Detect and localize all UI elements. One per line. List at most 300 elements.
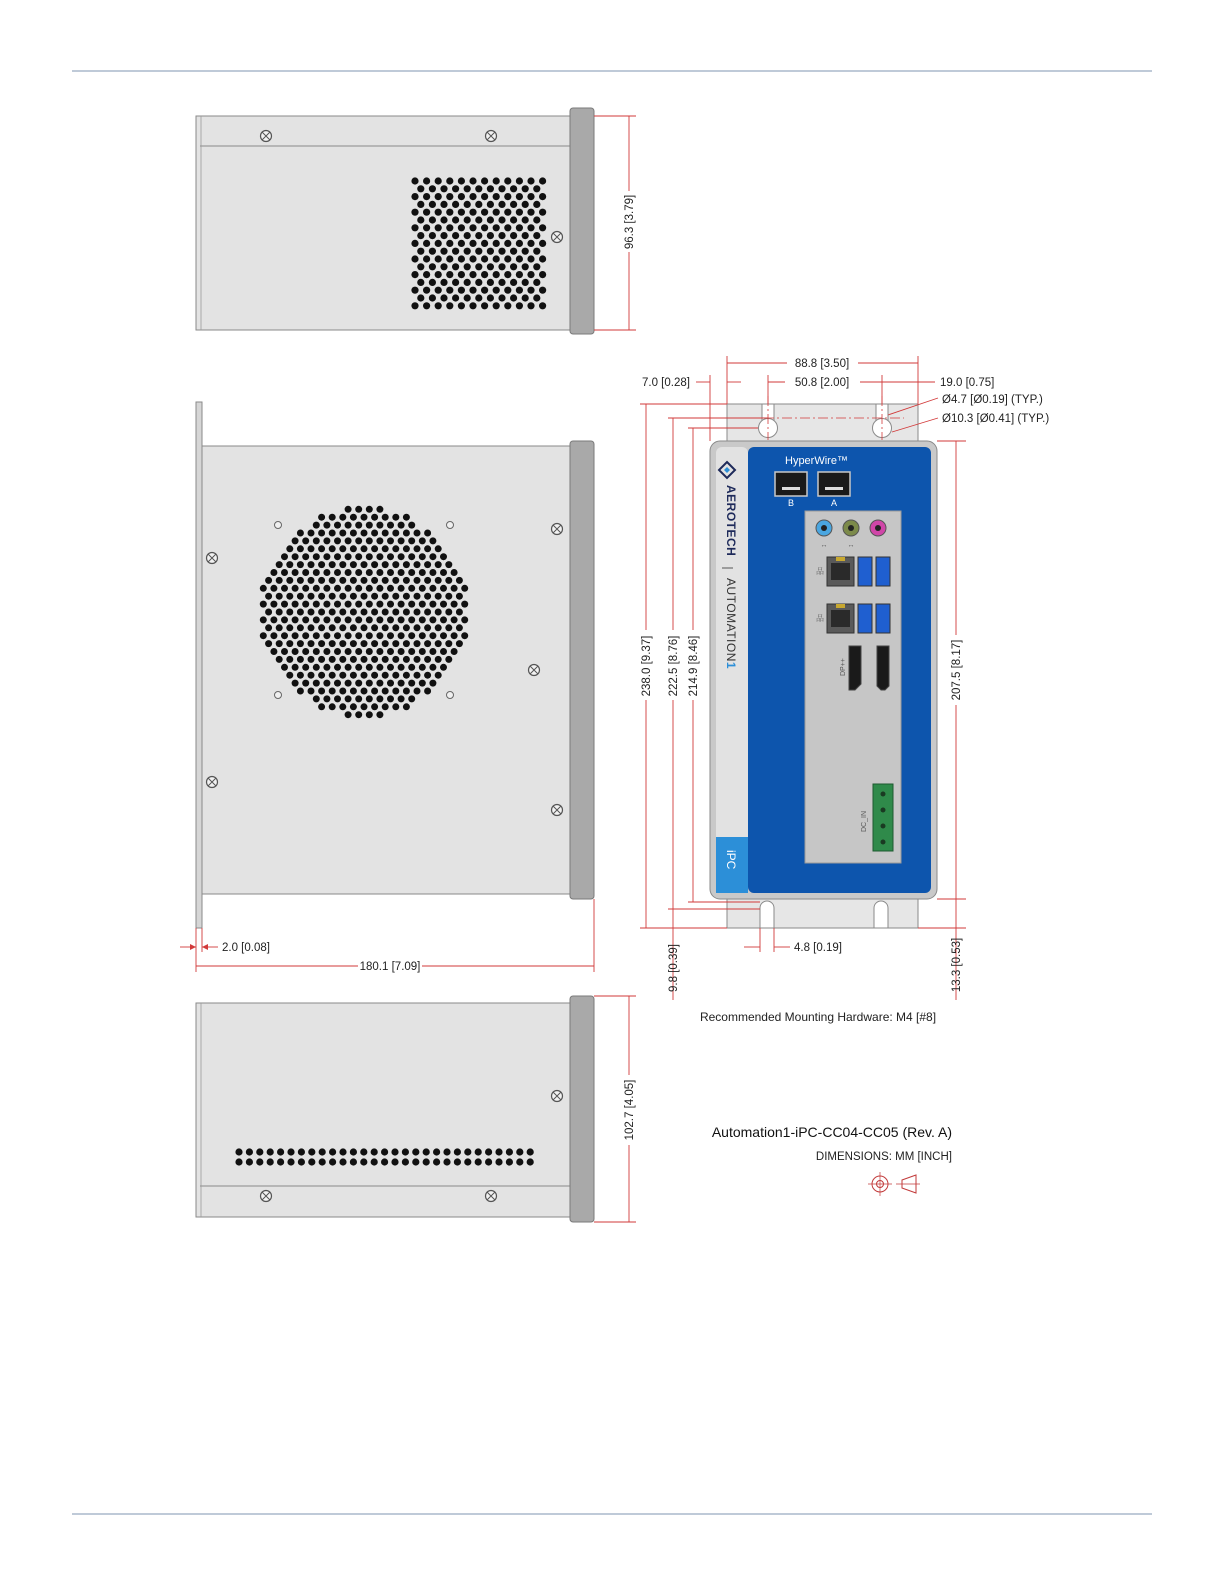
vent-hole: [297, 688, 304, 695]
vent-hole: [297, 593, 304, 600]
front-view: [640, 356, 1049, 1000]
vent-hole: [435, 193, 442, 200]
vent-hole: [339, 703, 346, 710]
vent-hole: [424, 624, 431, 631]
vent-hole: [387, 616, 394, 623]
vent-hole: [469, 271, 476, 278]
vent-hole: [286, 545, 293, 552]
svg-text:品: 品: [816, 614, 824, 623]
vent-hole: [456, 577, 463, 584]
vent-hole: [350, 514, 357, 521]
vent-hole: [286, 593, 293, 600]
vent-hole: [302, 680, 309, 687]
vent-hole: [387, 632, 394, 639]
vent-hole: [440, 553, 447, 560]
vent-hole: [412, 1158, 419, 1165]
vent-hole: [371, 545, 378, 552]
vent-hole: [382, 640, 389, 647]
vent-hole: [527, 302, 534, 309]
hyperwire-port-b: [775, 472, 807, 496]
vent-hole: [435, 561, 442, 568]
vent-hole: [487, 294, 494, 301]
vent-hole: [376, 680, 383, 687]
side-wall-dim: 2.0 [0.08]: [222, 942, 270, 954]
vent-hole: [481, 255, 488, 262]
vent-hole: [366, 664, 373, 671]
vent-hole: [516, 271, 523, 278]
vent-hole: [376, 664, 383, 671]
vent-hole: [391, 1148, 398, 1155]
vent-hole: [516, 209, 523, 216]
vent-hole: [435, 640, 442, 647]
vent-hole: [458, 240, 465, 247]
dc-label: DC_IN: [861, 810, 868, 832]
vent-hole: [360, 1158, 367, 1165]
vent-hole: [339, 624, 346, 631]
vent-hole: [498, 201, 505, 208]
vent-hole: [445, 624, 452, 631]
vent-hole: [361, 530, 368, 537]
svg-text:品: 品: [816, 567, 824, 576]
vent-hole: [376, 648, 383, 655]
vent-hole: [277, 1148, 284, 1155]
screw-icon: [529, 665, 540, 676]
vent-hole: [339, 688, 346, 695]
vent-hole: [318, 703, 325, 710]
usb-port: [876, 557, 890, 586]
vent-hole: [464, 279, 471, 286]
vent-hole: [417, 185, 424, 192]
vent-hole: [435, 672, 442, 679]
vent-hole: [339, 530, 346, 537]
vent-hole: [408, 648, 415, 655]
vent-hole: [366, 537, 373, 544]
vent-hole: [286, 672, 293, 679]
vent-hole: [429, 648, 436, 655]
vent-hole: [334, 695, 341, 702]
vent-hole: [435, 609, 442, 616]
vent-hole: [329, 688, 336, 695]
vent-hole: [419, 616, 426, 623]
vent-hole: [498, 185, 505, 192]
vent-hole: [292, 648, 299, 655]
vent-hole: [371, 640, 378, 647]
vent-hole: [286, 561, 293, 568]
vent-hole: [392, 577, 399, 584]
vent-hole: [355, 585, 362, 592]
vent-hole: [504, 224, 511, 231]
vent-hole: [419, 648, 426, 655]
vent-hole: [510, 185, 517, 192]
vent-hole: [392, 530, 399, 537]
vent-hole: [334, 569, 341, 576]
vent-hole: [417, 263, 424, 270]
vent-hole: [339, 545, 346, 552]
vent-hole: [493, 302, 500, 309]
vent-hole: [281, 632, 288, 639]
vent-hole: [313, 537, 320, 544]
vent-hole: [366, 601, 373, 608]
vent-hole: [429, 201, 436, 208]
vent-hole: [308, 624, 315, 631]
vent-hole: [355, 664, 362, 671]
vent-hole: [414, 530, 421, 537]
vent-hole: [414, 545, 421, 552]
vent-hole: [267, 1148, 274, 1155]
vent-hole: [355, 648, 362, 655]
screw-icon: [552, 232, 563, 243]
vent-hole: [539, 224, 546, 231]
vent-hole: [403, 530, 410, 537]
vent-hole: [382, 561, 389, 568]
vent-hole: [350, 530, 357, 537]
vent-hole: [382, 593, 389, 600]
vent-hole: [376, 522, 383, 529]
vent-hole: [361, 593, 368, 600]
vent-hole: [495, 1148, 502, 1155]
vent-hole: [318, 609, 325, 616]
vent-hole: [345, 569, 352, 576]
vent-hole: [281, 664, 288, 671]
vent-hole: [313, 522, 320, 529]
vent-hole: [539, 255, 546, 262]
vent-hole: [522, 248, 529, 255]
vent-hole: [498, 294, 505, 301]
vent-hole: [504, 209, 511, 216]
vent-hole: [302, 664, 309, 671]
vent-hole: [286, 624, 293, 631]
vent-hole: [387, 664, 394, 671]
vent-hole: [308, 1148, 315, 1155]
vent-hole: [281, 569, 288, 576]
vent-hole: [313, 632, 320, 639]
vent-hole: [522, 232, 529, 239]
left-offset-dim: 7.0 [0.28]: [642, 377, 690, 389]
vent-hole: [302, 616, 309, 623]
vent-hole: [475, 1148, 482, 1155]
vent-hole: [423, 271, 430, 278]
vent-hole: [355, 601, 362, 608]
vent-hole: [265, 577, 272, 584]
vent-hole: [313, 648, 320, 655]
vent-hole: [297, 656, 304, 663]
vent-hole: [533, 216, 540, 223]
vent-hole: [361, 656, 368, 663]
vent-hole: [440, 248, 447, 255]
vent-hole: [423, 240, 430, 247]
vent-hole: [387, 601, 394, 608]
vent-hole: [287, 1148, 294, 1155]
vent-hole: [287, 1158, 294, 1165]
vent-hole: [464, 201, 471, 208]
vent-hole: [522, 185, 529, 192]
vent-hole: [424, 656, 431, 663]
vent-hole: [403, 672, 410, 679]
slot-width-dim: 4.8 [0.19]: [794, 942, 842, 954]
vent-hole: [308, 609, 315, 616]
vent-hole: [376, 506, 383, 513]
vent-hole: [408, 680, 415, 687]
vent-hole: [339, 593, 346, 600]
vent-hole: [345, 616, 352, 623]
vent-hole: [361, 640, 368, 647]
mounting-note: Recommended Mounting Hardware: M4 [#8]: [699, 1010, 937, 1024]
bottom-view-flange: [570, 996, 594, 1222]
vent-hole: [376, 553, 383, 560]
vent-hole: [366, 680, 373, 687]
vent-hole: [235, 1148, 242, 1155]
bottom-height-dim: 102.7 [4.05]: [624, 1079, 636, 1141]
screw-icon: [552, 1091, 563, 1102]
vent-hole: [292, 585, 299, 592]
vent-hole: [475, 201, 482, 208]
vent-hole: [506, 1148, 513, 1155]
vent-hole: [392, 640, 399, 647]
side-view-wall: [196, 402, 202, 928]
vent-hole: [451, 616, 458, 623]
vent-hole: [267, 1158, 274, 1165]
vent-hole: [424, 640, 431, 647]
vent-hole: [361, 561, 368, 568]
vent-hole: [403, 609, 410, 616]
vent-hole: [339, 609, 346, 616]
vent-hole: [435, 593, 442, 600]
vent-hole: [366, 506, 373, 513]
vent-hole: [516, 193, 523, 200]
vent-hole: [464, 263, 471, 270]
svg-text:↔: ↔: [847, 542, 855, 549]
vent-hole: [298, 1158, 305, 1165]
vent-hole: [286, 640, 293, 647]
vent-hole: [355, 616, 362, 623]
vent-hole: [313, 695, 320, 702]
vent-hole: [461, 632, 468, 639]
vent-hole: [371, 514, 378, 521]
vent-hole: [260, 585, 267, 592]
vent-hole: [456, 593, 463, 600]
vent-hole: [414, 561, 421, 568]
vent-hole: [424, 545, 431, 552]
vent-hole: [414, 688, 421, 695]
vent-hole: [414, 640, 421, 647]
vent-hole: [429, 553, 436, 560]
vent-hole: [469, 224, 476, 231]
vent-hole: [433, 1148, 440, 1155]
vent-hole: [392, 688, 399, 695]
vent-hole: [246, 1148, 253, 1155]
vent-hole: [276, 640, 283, 647]
vent-hole: [429, 216, 436, 223]
vent-hole: [313, 601, 320, 608]
vent-hole: [366, 585, 373, 592]
vent-hole: [371, 672, 378, 679]
vent-hole: [366, 553, 373, 560]
vent-hole: [414, 593, 421, 600]
screw-icon: [552, 524, 563, 535]
vent-hole: [487, 201, 494, 208]
vent-hole: [451, 569, 458, 576]
vent-hole: [504, 193, 511, 200]
vent-hole: [446, 271, 453, 278]
vent-hole: [440, 664, 447, 671]
vent-hole: [286, 609, 293, 616]
vent-hole: [403, 703, 410, 710]
vent-hole: [281, 585, 288, 592]
vent-hole: [392, 593, 399, 600]
vent-hole: [408, 585, 415, 592]
vent-hole: [297, 624, 304, 631]
vent-hole: [493, 287, 500, 294]
vent-hole: [408, 537, 415, 544]
vent-hole: [276, 609, 283, 616]
vent-hole: [481, 287, 488, 294]
vent-hole: [435, 255, 442, 262]
vent-hole: [355, 553, 362, 560]
vent-hole: [429, 263, 436, 270]
vent-hole: [318, 561, 325, 568]
product-line: AUTOMATION1: [724, 578, 738, 670]
vent-hole: [423, 255, 430, 262]
vent-hole: [398, 616, 405, 623]
vent-hole: [495, 1158, 502, 1165]
vent-hole: [429, 601, 436, 608]
vent-hole: [522, 294, 529, 301]
vent-hole: [292, 664, 299, 671]
vent-hole: [387, 695, 394, 702]
vent-hole: [355, 632, 362, 639]
vent-hole: [446, 209, 453, 216]
vent-hole: [371, 609, 378, 616]
vent-hole: [302, 537, 309, 544]
vent-hole: [350, 609, 357, 616]
vent-hole: [435, 271, 442, 278]
vent-hole: [429, 632, 436, 639]
vent-hole: [446, 224, 453, 231]
vent-hole: [403, 514, 410, 521]
vent-hole: [446, 193, 453, 200]
vent-hole: [419, 664, 426, 671]
vent-hole: [329, 703, 336, 710]
vent-hole: [323, 553, 330, 560]
vent-hole: [452, 216, 459, 223]
vent-hole: [527, 287, 534, 294]
vent-hole: [308, 561, 315, 568]
vent-hole: [443, 1158, 450, 1165]
vent-hole: [366, 648, 373, 655]
vent-hole: [371, 593, 378, 600]
vent-hole: [281, 648, 288, 655]
vent-hole: [539, 240, 546, 247]
vent-hole: [445, 577, 452, 584]
vent-hole: [451, 601, 458, 608]
vent-hole: [527, 177, 534, 184]
vent-hole: [506, 1158, 513, 1165]
vent-hole: [481, 193, 488, 200]
vent-hole: [464, 1148, 471, 1155]
vent-hole: [381, 1158, 388, 1165]
vent-hole: [423, 224, 430, 231]
vent-hole: [355, 569, 362, 576]
vent-hole: [440, 601, 447, 608]
vent-hole: [435, 624, 442, 631]
vent-hole: [350, 672, 357, 679]
vent-hole: [276, 561, 283, 568]
vent-hole: [435, 224, 442, 231]
vent-hole: [452, 248, 459, 255]
vent-hole: [408, 522, 415, 529]
vent-hole: [318, 530, 325, 537]
vent-hole: [334, 537, 341, 544]
vent-hole: [435, 656, 442, 663]
vent-hole: [308, 640, 315, 647]
vent-hole: [260, 601, 267, 608]
vent-hole: [308, 530, 315, 537]
vent-hole: [411, 255, 418, 262]
vent-hole: [376, 632, 383, 639]
vent-hole: [510, 216, 517, 223]
vent-hole: [411, 177, 418, 184]
vent-hole: [371, 561, 378, 568]
vent-hole: [398, 569, 405, 576]
vent-hole: [398, 537, 405, 544]
vent-hole: [398, 553, 405, 560]
vent-hole: [350, 561, 357, 568]
vent-hole: [382, 656, 389, 663]
vent-hole: [387, 522, 394, 529]
vent-hole: [371, 656, 378, 663]
vent-hole: [498, 248, 505, 255]
vent-hole: [408, 695, 415, 702]
vent-hole: [451, 585, 458, 592]
vent-hole: [516, 287, 523, 294]
vent-hole: [339, 561, 346, 568]
vent-hole: [419, 569, 426, 576]
vent-hole: [308, 672, 315, 679]
vent-hole: [329, 577, 336, 584]
vent-hole: [302, 553, 309, 560]
vent-hole: [423, 287, 430, 294]
vent-hole: [392, 703, 399, 710]
vent-hole: [318, 688, 325, 695]
vent-hole: [318, 640, 325, 647]
vent-hole: [458, 287, 465, 294]
vent-hole: [382, 703, 389, 710]
top-view-flange: [570, 108, 594, 334]
vent-hole: [281, 601, 288, 608]
vent-hole: [411, 193, 418, 200]
vent-hole: [403, 656, 410, 663]
vent-hole: [469, 209, 476, 216]
vent-hole: [313, 616, 320, 623]
vent-hole: [345, 680, 352, 687]
vent-hole: [527, 240, 534, 247]
vent-hole: [414, 672, 421, 679]
vent-hole: [403, 624, 410, 631]
vent-hole: [292, 553, 299, 560]
vent-hole: [371, 1148, 378, 1155]
vent-hole: [323, 569, 330, 576]
vent-hole: [452, 201, 459, 208]
vent-hole: [297, 545, 304, 552]
vent-hole: [276, 624, 283, 631]
vent-hole: [412, 1148, 419, 1155]
vent-hole: [419, 537, 426, 544]
vent-hole: [458, 271, 465, 278]
units-note: DIMENSIONS: MM [INCH]: [815, 1151, 952, 1163]
vent-hole: [456, 640, 463, 647]
vent-hole: [417, 279, 424, 286]
vent-hole: [329, 561, 336, 568]
